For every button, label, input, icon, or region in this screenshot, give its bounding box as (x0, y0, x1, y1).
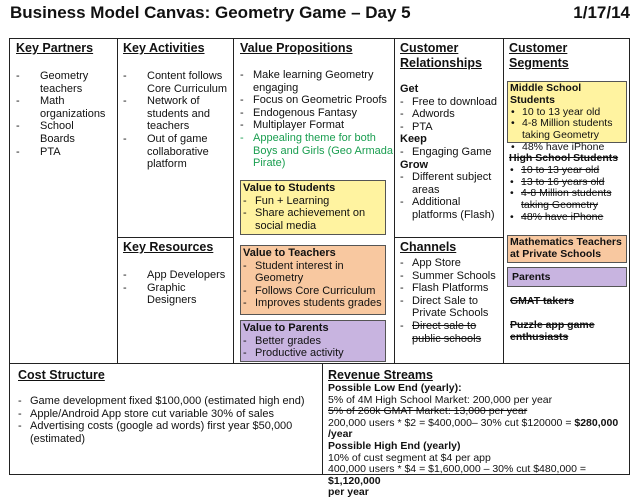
title-row (10, 3, 630, 25)
list-item: - Geometry teachers (16, 70, 111, 95)
customer-segments-heading-2: Segments (509, 56, 569, 70)
key-partners-cell (9, 38, 118, 364)
grow-list (400, 171, 498, 221)
list-item: - Focus on Geometric Proofs (240, 94, 394, 107)
list-item: - Free to download (400, 96, 498, 109)
list-item: - Apple/Android App store cut variable 30% of sales (18, 408, 314, 421)
list-item: - Adwords (400, 108, 498, 121)
key-resources-heading: Key Resources (123, 240, 214, 254)
high-school-block (509, 153, 627, 224)
gmat-segment: GMAT takers (510, 295, 574, 307)
key-resources-list (123, 269, 228, 307)
value-to-teachers-title: Value to Teachers (243, 247, 336, 259)
value-to-students-list (243, 195, 383, 233)
customer-relationships-heading-1: Customer (400, 41, 459, 55)
list-item: - Additional platforms (Flash) (400, 196, 498, 221)
list-item: • 10 to 13 year old (510, 107, 624, 119)
value-to-students-box (240, 180, 386, 235)
list-item: - Different subject areas (400, 171, 498, 196)
value-to-students-title: Value to Students (243, 182, 336, 194)
list-item: • 13 to 16 years old (509, 177, 627, 189)
list-item: - Direct Sale to Private Schools (400, 295, 498, 320)
list-item: - App Developers (123, 269, 228, 282)
key-activities-heading: Key Activities (123, 41, 205, 55)
value-to-teachers-box (240, 245, 386, 315)
channels-heading: Channels (400, 240, 457, 254)
low-end-total: $280,000 /year (328, 416, 619, 441)
list-item: - Graphic Designers (123, 282, 228, 307)
list-item: - Flash Platforms (400, 282, 498, 295)
low-end-calc: 200,000 users * $2 = $400,000– 30% cut $120000 = (328, 416, 572, 429)
list-item: • 48% have iPhone (510, 142, 624, 154)
list-item: - Improves students grades (243, 297, 383, 310)
list-item: - PTA (400, 121, 498, 134)
cost-structure-heading: Cost Structure (18, 368, 105, 382)
list-item: - Multiplayer Format (240, 119, 394, 132)
page-title: Business Model Canvas: Geometry Game – Day 5 (10, 3, 411, 22)
list-item: • 4-8 Million students taking Geometry (509, 188, 627, 212)
list-item: - School Boards (16, 120, 111, 145)
high-school-list (509, 165, 627, 224)
get-list (400, 96, 498, 134)
high-end-line-1: 10% of cust segment at $4 per app (328, 451, 491, 464)
list-item: - Fun + Learning (243, 195, 383, 208)
revenue-streams-cell (322, 363, 630, 499)
get-label: Get (400, 83, 419, 95)
cost-structure-list (18, 395, 314, 445)
list-item: - Summer Schools (400, 270, 498, 283)
grow-label: Grow (400, 158, 429, 171)
list-item: • 10 to 13 year old (509, 165, 627, 177)
middle-school-box (507, 81, 627, 153)
keep-label: Keep (400, 133, 427, 146)
high-end-label: Possible High End (yearly) (328, 439, 461, 452)
puzzle-segment: Puzzle app game enthusiasts (510, 319, 595, 343)
math-teachers-box: Mathematics Teachers at Private Schools (507, 235, 627, 263)
key-partners-heading: Key Partners (16, 41, 94, 55)
list-item: - Network of students and teachers (123, 95, 228, 133)
value-propositions-cell (233, 38, 395, 364)
key-activities-list (123, 70, 228, 171)
list-item: • 48% have iPhone (509, 212, 627, 224)
list-item: - Game development fixed $100,000 (estimated high end) (18, 395, 314, 408)
list-item: - Out of game collaborative platform (123, 133, 228, 171)
high-school-title: High School Students (509, 152, 619, 164)
list-item: - Make learning Geometry engaging (240, 69, 394, 94)
revenue-streams-heading: Revenue Streams (328, 368, 433, 382)
high-end-line-2 (328, 464, 624, 487)
value-to-parents-box (240, 320, 386, 362)
list-item: - Productive activity (243, 347, 383, 360)
key-resources-cell (117, 237, 234, 364)
middle-school-list (510, 107, 624, 154)
list-item: - Share achievement on social media (243, 207, 383, 232)
value-to-parents-title: Value to Parents (243, 322, 329, 334)
customer-segments-heading-1: Customer (509, 41, 568, 55)
low-end-line-1: 5% of 4M High School Market: 200,000 per year (328, 393, 553, 406)
high-end-total: $1,120,000 (328, 474, 381, 487)
low-end-line-3 (328, 418, 624, 441)
channels-list (400, 257, 498, 345)
list-item: - Advertising costs (google ad words) first year $50,000 (estimated) (18, 420, 314, 445)
list-item: - PTA (16, 146, 111, 159)
list-item: - Student interest in Geometry (243, 260, 383, 285)
list-item: - Math organizations (16, 95, 111, 120)
list-item: - Better grades (243, 335, 383, 348)
customer-relationships-cell (394, 38, 504, 238)
page-date: 1/17/14 (573, 3, 630, 22)
value-to-teachers-list (243, 260, 383, 310)
middle-school-title: Middle School Students (510, 82, 582, 106)
high-end-suffix: per year (328, 486, 369, 499)
list-item-highlight: - Appealing theme for both Boys and Girls (Geo Armada Pirate) (240, 132, 394, 170)
high-end-calc: 400,000 users * $4 = $1,600,000 – 30% cut $480,000 = (328, 463, 587, 476)
customer-relationships-heading-2: Relationships (400, 56, 482, 70)
low-end-label: Possible Low End (yearly): (328, 382, 462, 394)
list-item: - Follows Core Curriculum (243, 285, 383, 298)
list-item: - Engaging Game (400, 146, 498, 159)
low-end-line-2: 5% of 260k GMAT Market: 13,000 per year (328, 405, 528, 418)
cost-structure-cell (9, 363, 323, 475)
key-activities-cell (117, 38, 234, 238)
value-to-parents-list (243, 335, 383, 360)
list-item: - Content follows Core Curriculum (123, 70, 228, 95)
keep-list (400, 146, 498, 159)
key-partners-list (16, 70, 111, 158)
list-item: - App Store (400, 257, 498, 270)
list-item: • 4-8 Million students taking Geometry (510, 118, 624, 142)
value-propositions-list (240, 69, 394, 170)
parents-box: Parents (507, 267, 627, 287)
customer-segments-cell (503, 38, 630, 364)
channels-cell (394, 237, 504, 364)
value-propositions-heading: Value Propositions (240, 41, 353, 55)
list-item: - Endogenous Fantasy (240, 107, 394, 120)
list-item-struck: - Direct sale to public schools (400, 320, 498, 345)
